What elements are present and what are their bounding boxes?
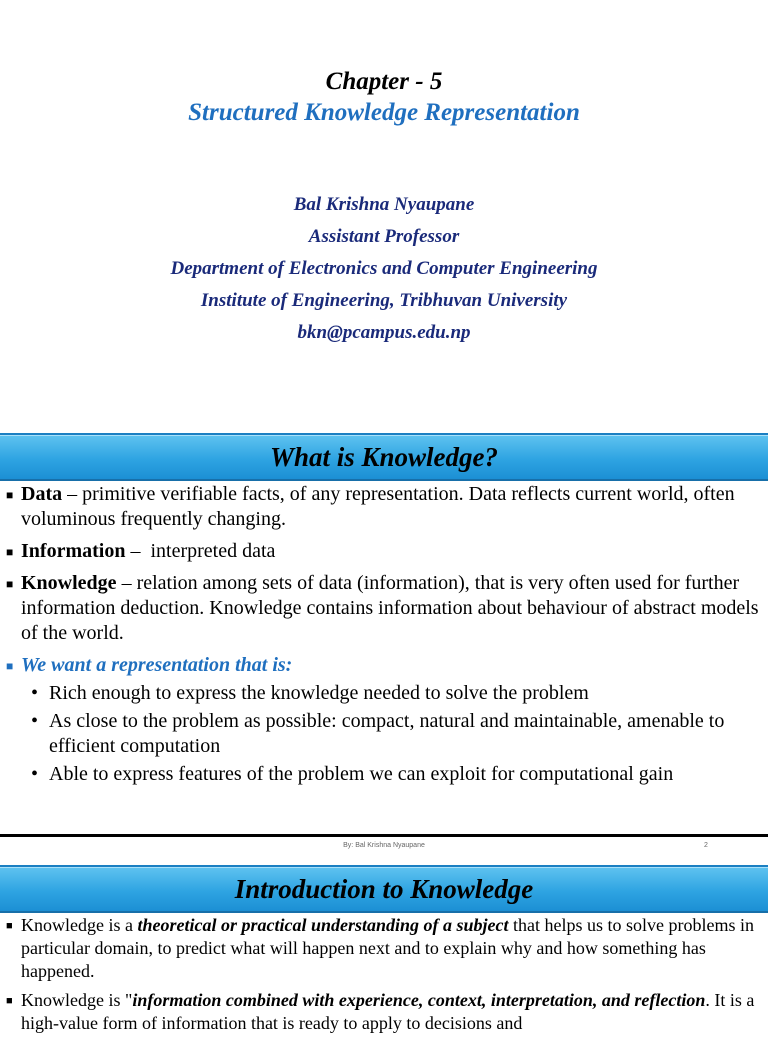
square-bullet-icon: ■ [6,995,13,1007]
sub-bullet: • Rich enough to express the knowledge needed to solve the problem [31,682,589,704]
slide3-heading: Introduction to Knowledge [234,874,534,904]
bullet-information [0,539,760,564]
bullet-term: Knowledge [21,572,117,594]
square-bullet-icon: ■ [6,659,14,673]
slide3-bullet-list [0,914,760,1041]
bullet-knowledge-information: ■ Knowledge is "information combined with experience, context, interpretation, and reflection. It is a high-value form of information that is ready to apply to decisions and [6,990,755,1033]
bullet-text: – interpreted data [125,540,276,562]
square-bullet-icon: ■ [6,488,14,502]
square-bullet-icon: ■ [6,577,14,591]
bullet-want-heading: ■ We want a representation that is: [0,653,760,678]
author-email: bkn@pcampus.edu.np [297,322,471,343]
bullet-text: – primitive verifiable facts, of any representation. Data reflects current world, often voluminous frequently changing. [21,483,735,530]
slide2-heading-banner [0,433,768,481]
author-department: Department of Electronics and Computer Engineering [170,258,598,279]
author-position: Assistant Professor [308,226,460,247]
sub-bullet: • As close to the problem as possible: compact, natural and maintainable, amenable to efficient computation [31,710,725,757]
dot-bullet-icon: • [31,710,39,732]
footer-page-number: 2 [704,842,708,849]
bullet-knowledge [0,571,760,646]
bullet-text: – relation among sets of data (information), that is very often used for further information deduction. Knowledge contains information about behaviour of abstract models of the world. [21,572,759,644]
footer-author: By: Bal Krishna Nyaupane [343,842,425,849]
footer-divider [0,834,768,837]
chapter-title: Structured Knowledge Representation [188,99,580,126]
square-bullet-icon: ■ [6,920,13,932]
square-bullet-icon: ■ [6,545,14,559]
slide2-bullet-list [0,482,760,790]
sub-bullet: • Able to express features of the problem we can exploit for computational gain [31,763,674,785]
author-name: Bal Krishna Nyaupane [293,194,475,215]
dot-bullet-icon: • [31,763,39,785]
dot-bullet-icon: • [31,682,39,704]
bullet-knowledge-definition: ■ Knowledge is a theoretical or practical understanding of a subject that helps us to solve problems in particular domain, to predict what will happen next and to explain why and how something has happened. [6,915,754,981]
title-slide [0,0,768,430]
slide3-heading-banner [0,865,768,913]
chapter-number: Chapter - 5 [325,68,443,95]
author-institute: Institute of Engineering, Tribhuvan University [200,290,568,311]
slide2-heading: What is Knowledge? [269,442,499,472]
bullet-term: Information [21,540,126,562]
bullet-data [0,482,760,532]
bullet-term: Data [21,483,63,505]
